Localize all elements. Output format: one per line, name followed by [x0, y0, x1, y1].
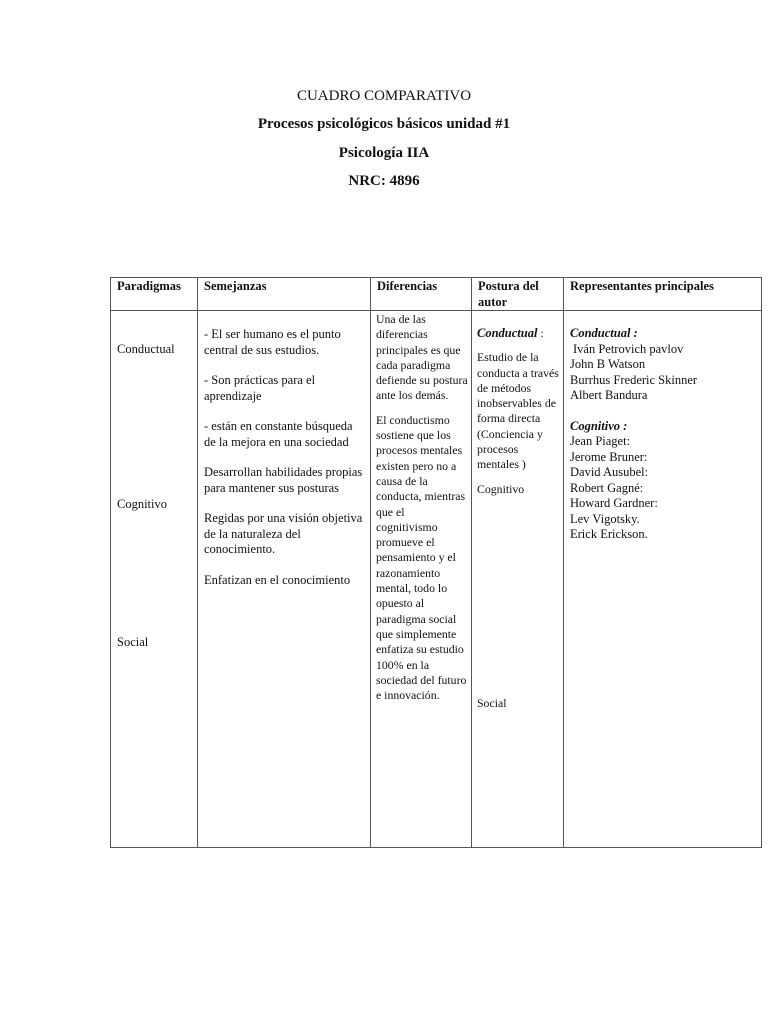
- representante-item: David Ausubel:: [570, 465, 649, 479]
- representantes-conductual-label: Conductual :: [570, 326, 638, 340]
- representante-item: Robert Gagné:: [570, 480, 644, 495]
- diferencia-item: Una de las diferencias principales es que cada paradigma defiende su postura ante los demás.: [376, 312, 468, 403]
- header-diferencias: Diferencias: [371, 278, 472, 311]
- cell-postura: [472, 311, 564, 848]
- paradigma-cognitivo: Cognitivo: [117, 497, 168, 511]
- representante-item: John B Watson: [570, 357, 646, 371]
- nrc-code: NRC: 4896: [348, 173, 420, 189]
- representante-item: Howard Gardner:: [570, 496, 658, 510]
- paradigma-social: Social: [117, 635, 149, 649]
- representante-item: Jerome Bruner:: [570, 449, 648, 464]
- semejanza-item: - El ser humano es el punto central de sus estudios.: [204, 327, 341, 357]
- cell-representantes: [564, 311, 762, 848]
- diferencia-item: El conductismo sostiene que los procesos mentales existen pero no a causa de la conducta, mientras que el cognitivismo promueve el pensamiento y el razonamiento mental, todo lo opuesto al paradigma social que simplemente enfatiza su estudio 100% en la sociedad del futuro e innovación.: [376, 412, 467, 703]
- table-header-row: [111, 278, 762, 311]
- table-row: [111, 311, 762, 848]
- representante-item: Erick Erickson.: [570, 527, 648, 541]
- header-semejanzas: Semejanzas: [198, 278, 371, 311]
- representante-item: Jean Piaget:: [570, 434, 631, 448]
- header-paradigmas: Paradigmas: [111, 278, 198, 311]
- postura-conductual-text: Estudio de la conducta a través de métodos inobservables de forma directa (Conciencia y procesos mentales ): [477, 350, 559, 472]
- representante-item: Iván Petrovich pavlov: [573, 341, 684, 356]
- cell-diferencias: [371, 311, 472, 848]
- paradigma-conductual: Conductual: [117, 342, 175, 356]
- header-representantes: Representantes principales: [564, 278, 762, 311]
- semejanza-item: - Son prácticas para el aprendizaje: [204, 373, 316, 403]
- cell-paradigmas: [111, 311, 198, 848]
- document-subtitle: Procesos psicológicos básicos unidad #1: [257, 116, 511, 132]
- postura-conductual-sep: :: [537, 326, 544, 340]
- postura-cognitivo: Cognitivo: [477, 481, 525, 496]
- postura-conductual-heading: [477, 326, 561, 341]
- representante-item: Albert Bandura: [570, 388, 648, 402]
- semejanza-item: Regidas por una visión objetiva de la naturaleza del conocimiento.: [204, 511, 363, 556]
- header-postura: Postura del autor: [472, 278, 564, 311]
- representante-item: Lev Vigotsky.: [570, 511, 640, 526]
- postura-conductual-label: Conductual: [477, 326, 538, 340]
- course-name: Psicología IIA: [338, 145, 430, 161]
- representantes-cognitivo-label: Cognitivo :: [570, 418, 628, 433]
- semejanza-item: Desarrollan habilidades propias para mantener sus posturas: [204, 465, 363, 495]
- representante-item: Burrhus Frederic Skinner: [570, 372, 698, 387]
- cell-semejanzas: [198, 311, 371, 848]
- comparison-table: [110, 277, 762, 848]
- semejanza-item: - están en constante búsqueda de la mejora en una sociedad: [204, 419, 353, 449]
- semejanza-item: Enfatizan en el conocimiento: [204, 572, 351, 587]
- document-title: CUADRO COMPARATIVO: [296, 88, 472, 104]
- postura-social: Social: [477, 696, 507, 710]
